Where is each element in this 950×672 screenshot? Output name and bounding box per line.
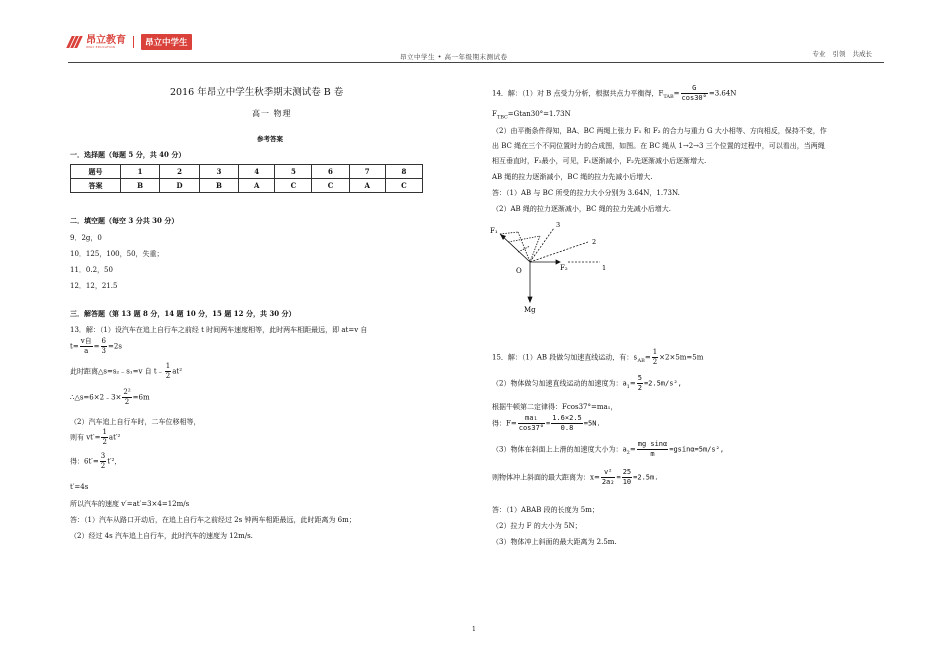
mg-arrowhead (528, 297, 532, 302)
q15-line-6: 则物体冲上斜面的最大距离为：x= $\frac{\text{v²}}{\text{2a₂}}$ = $\frac{25}{10}$ =2.5m. (492, 468, 659, 486)
q14-line-4: 出 BC 绳在三个不同位置时力的合成图，如图。在 BC 绳从 1→2→3 三个位置的过程中，可以看出，当两绳 (492, 142, 825, 150)
q14-line-5: 相互垂直时，F₂最小，可见，F₁逐渐减小，F₂先逐渐减小后逐渐增大. (492, 157, 707, 165)
q14-line-2: $F_{TBC}=Gtan30^\circ=1.73N$ (492, 110, 571, 121)
table-cell: D (160, 179, 200, 193)
document-title: 2016 年昂立中学生秋季期末测试卷 B 卷 (170, 87, 344, 98)
table-cell: C (275, 179, 312, 193)
section-choice-heading: 一．选择题（每题 5 分，共 40 分） (70, 150, 186, 159)
logo-divider (133, 36, 134, 48)
brand-name: 昂立教育 ONLY EDUCATION (86, 34, 126, 49)
header-center-title: 昂立中学生 • 高一年级期末测试卷 (400, 53, 508, 61)
fill-answer-9: 9．2g，0 (70, 234, 102, 242)
q13-line-5: （2）汽车追上自行车时，二车位移相等， (70, 418, 201, 426)
table-cell: 6 (312, 165, 349, 179)
rope-position-2 (530, 242, 588, 262)
q15-line-9: （3）物体冲上斜面的最大距离为 2.5m. (492, 538, 617, 546)
brand-badge: 昂立中学生 (141, 34, 192, 50)
q13-line-6: 则有 vt′= $\frac{1}{2}$ at′² (70, 428, 121, 446)
construction-line (500, 232, 518, 234)
q13-line-4: ∴△s=6×2﹣3× $\frac{\text{2²}}{2}$ =6m (70, 388, 150, 406)
table-cell: B (121, 179, 160, 193)
header-slogan: 专业 引领 共成长 (812, 50, 872, 58)
q14-line-6: AB 绳的拉力逐渐减小，BC 绳的拉力先减小后增大. (492, 173, 653, 181)
q15-line-2: （2）物体做匀加速直线运动的加速度为：$a_1=$ $\frac{5}{2}$ =2.5m/s², (492, 374, 682, 392)
construction-line (530, 236, 540, 262)
section-fill-heading: 二．填空题（每空 3 分共 30 分） (70, 216, 179, 225)
answer-table (70, 164, 423, 193)
position-1-label: 1 (602, 264, 607, 272)
q13-line-1: 13．解：（1）设汽车在追上自行车之前经 t 时间两车速度相等，此时两车相距最远，即 at=v 自 (70, 326, 368, 334)
q13-line-3: 此时距离△s=s₂﹣s₁=v 自 t﹣ $\frac{1}{2}$ at² (70, 362, 182, 380)
q13-line-2: t= $\frac{\text{v自}}{a}$ = $\frac{6}{3}$ =2s (70, 337, 122, 355)
q15-line-1: 15．解：（1）AB 段做匀加速直线运动，有：$s_{AB}=$ $\frac{1}{2}$ ×2×5m=5m (492, 348, 704, 366)
q15-line-7: 答：（1）ABAB 段的长度为 5m； (492, 506, 599, 514)
table-cell: A (349, 179, 385, 193)
table-cell: 5 (275, 165, 312, 179)
construction-line (508, 236, 540, 242)
table-cell: 3 (199, 165, 238, 179)
page-number: 1 (472, 626, 476, 633)
q15-line-5: （3）物体在斜面上上滑的加速度大小为：$a_2=$ $\frac{\text{mg sinα}}{m}$ =gsinα=5m/s², (492, 440, 725, 458)
fill-answer-11: 11．0.2，50 (70, 266, 113, 274)
brand-logo (68, 35, 192, 49)
table-cell: 答案 (71, 179, 121, 193)
table-cell: C (312, 179, 349, 193)
q14-line-3: （2）由平衡条件得知，BA、BC 两绳上张力 F₁ 和 F₂ 的合力与重力 G 大小相等、方向相反，保持不变，作 (492, 127, 827, 135)
origin-label: O (516, 267, 522, 275)
table-cell: 8 (385, 165, 422, 179)
header-rule (68, 62, 884, 63)
q15-line-3: 根据牛顿第二定律得：Fcos37°=ma₁， (492, 403, 618, 411)
position-2-label: 2 (592, 238, 597, 246)
fill-answer-12: 12．12，21.5 (70, 282, 118, 290)
answer-table-answer-row (71, 179, 423, 193)
table-cell: A (239, 179, 275, 193)
q13-line-11: （2）经过 4s 汽车追上自行车，此时汽车的速度为 12m/s. (70, 532, 253, 540)
f2-label: F₂ (560, 264, 568, 272)
rope-position-3 (530, 228, 554, 262)
section-solve-heading: 三．解答题（第 13 题 8 分，14 题 10 分，15 题 12 分，共 30 分） (70, 309, 296, 318)
q13-line-7: 得：6t′= $\frac{3}{2}$ t′²， (70, 452, 122, 470)
construction-line (518, 246, 530, 252)
q14-line-7: 答：（1）AB 与 BC 所受的拉力大小分别为 3.64N，1.73N. (492, 189, 680, 197)
q15-line-8: （2）拉力 F 的大小为 5N； (492, 522, 582, 530)
q13-line-8: t′=4s (70, 483, 89, 491)
fill-answer-10: 10．125，100，50，失重； (70, 250, 164, 258)
f1-label: F₁ (490, 227, 498, 235)
q13-line-10: 答：（1）汽车从路口开动后，在追上自行车之前经过 2s 钟两车相距最远，此时距离为 6m； (70, 516, 356, 524)
answer-table-header-row (71, 165, 423, 179)
force-diagram (488, 218, 628, 318)
table-cell: 2 (160, 165, 200, 179)
table-cell: 4 (239, 165, 275, 179)
table-cell: 1 (121, 165, 160, 179)
q14-line-8: （2）AB 绳的拉力逐渐减小，BC 绳的拉力先减小后增大. (492, 205, 671, 213)
table-cell: 题号 (71, 165, 121, 179)
q14-line-1: 14．解：（1）对 B 点受力分析，根据共点力平衡得，$F_{TAB}=$ $\frac{G}{\cos 30^\circ}$ =3.64N (492, 84, 737, 102)
table-cell: C (385, 179, 422, 193)
table-cell: 7 (349, 165, 385, 179)
brand-mark-icon (68, 36, 82, 48)
position-3-label: 3 (556, 221, 561, 229)
q15-line-4: 得：F= $\frac{\text{ma₁}}{\cos 37^\circ}$ = $\frac{1.6\times 2.5}{0.8}$ =5N. (492, 414, 601, 432)
q13-line-9: 所以汽车的速度 v′=at′=3×4=12m/s (70, 500, 190, 508)
reference-heading: 参考答案 (257, 135, 283, 143)
table-cell: B (199, 179, 238, 193)
mg-label: Mg (524, 306, 536, 314)
document-subject: 高一 物理 (252, 109, 292, 118)
